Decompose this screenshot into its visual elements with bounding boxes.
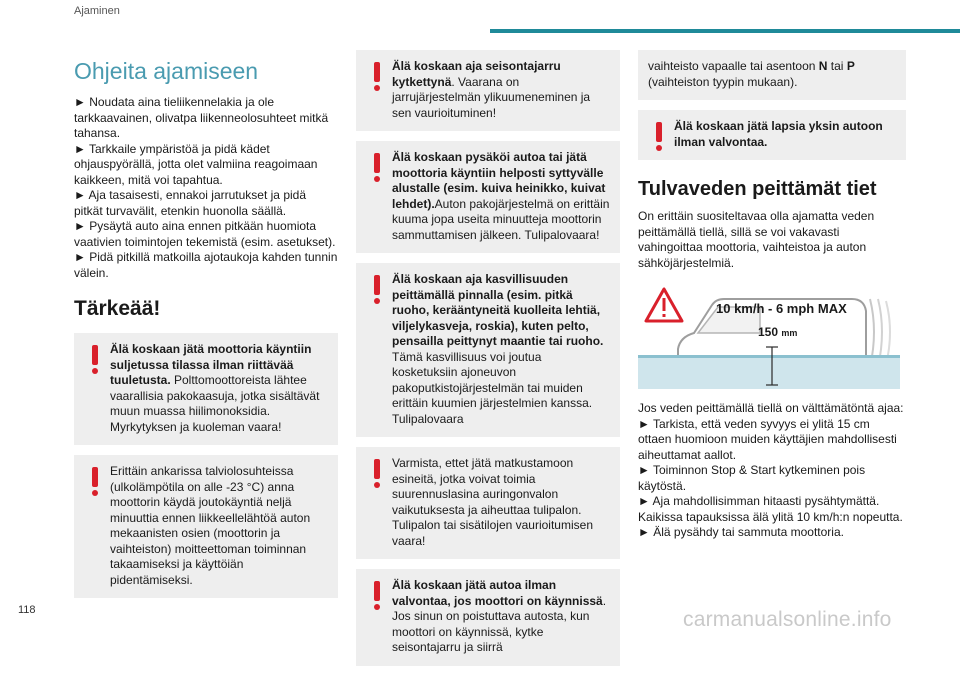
warning-triangle-icon xyxy=(646,289,682,321)
warning-bold-text: Älä koskaan aja seisontajarru kytkettynä xyxy=(392,59,561,89)
warning-box xyxy=(74,333,338,445)
page-number: 118 xyxy=(18,604,36,616)
gear-p: P xyxy=(846,59,855,73)
important-heading: Tärkeää! xyxy=(74,297,161,320)
warning-icon xyxy=(648,120,670,152)
flood-text-3: ► Toiminnon Stop & Start kytkeminen pois käytöstä. xyxy=(638,463,866,493)
warning-icon xyxy=(366,579,388,611)
warning-icon xyxy=(84,465,106,497)
flood-heading: Tulvaveden peittämät tiet xyxy=(638,178,877,200)
warning-text: Tämä kasvillisuus voi joutua kosketuksiin ajoneuvon pakoputkistojärjestelmän tai muiden erittäin kuumien järjestelmien kanssa. Tulipalovaara xyxy=(392,349,593,426)
continued-text-c: (vaihteiston tyypin mukaan). xyxy=(648,74,798,89)
warning-text: Auton pakojärjestelmä on erittäin kuuma jopa useita minuutteja moottorin sammuttamisen jälkeen. Tulipalovaara! xyxy=(392,196,610,242)
depth-unit: mm xyxy=(781,328,798,338)
bullet-5: ► Pidä pitkillä matkoilla ajotaukoja kahden tunnin välein. xyxy=(74,250,338,280)
speed-limit-label: 10 km/h - 6 mph MAX xyxy=(716,301,847,316)
flood-text-1: Jos veden peittämällä tiellä on välttämätöntä ajaa: xyxy=(638,401,904,415)
gear-n: N xyxy=(818,59,828,73)
flood-intro: On erittäin suositeltavaa olla ajamatta veden peittämällä tiellä, sillä se voi vakavasti vahingoittaa moottoria, vaihteistoa ja auton sähköjärjestelmiä. xyxy=(638,209,875,270)
bullet-3: ► Aja tasaisesti, ennakoi jarrutukset ja pidä pitkät turvavälit, etenkin huonolla säällä. xyxy=(74,188,307,218)
warning-box xyxy=(356,569,620,666)
warning-text: Polttomoottoreista lähtee vaarallisia pakokaasuja, jotka sisältävät muun muassa hiilimonoksidia. Myrkytyksen ja kuoleman vaara! xyxy=(110,373,320,434)
bullet-1: ► Noudata aina tieliikennelakia ja ole tarkkaavainen, olivatpa liikenneolosuhteet mitkä tahansa. xyxy=(74,95,329,140)
warning-icon xyxy=(84,343,106,375)
column-3 xyxy=(638,50,906,541)
header-accent-bar xyxy=(490,29,960,33)
column-1 xyxy=(74,50,338,608)
warning-box xyxy=(356,447,620,559)
warning-box xyxy=(356,141,620,253)
depth-label xyxy=(758,325,797,339)
warning-box xyxy=(74,455,338,598)
warning-icon xyxy=(366,151,388,183)
watermark: carmanualsonline.info xyxy=(683,608,892,631)
page-title: Ohjeita ajamiseen xyxy=(74,58,259,84)
section-label: Ajaminen xyxy=(74,5,120,17)
continued-text-a: vaihteisto vapaalle tai asentoon xyxy=(648,59,819,73)
warning-bold-text: Älä koskaan jätä moottoria käyntiin suljetussa tilassa ilman riittävää tuuletusta. xyxy=(110,342,312,387)
flood-text-4: ► Aja mahdollisimman hitaasti pysähtymättä. Kaikissa tapauksissa älä ylitä 10 km/h:n nopeutta. xyxy=(638,494,903,524)
warning-text: Erittäin ankarissa talviolosuhteissa (ulkolämpötila on alle -23 °C) anna moottorin käydä joutokäyntiä neljä minuuttia ennen liikkeellelähtöä auton mekaanisten osien (moottorin ja vaihteiston) moitteettoman toiminnan takaamiseksi ja käyttöiän pidentämiseksi. xyxy=(110,464,311,587)
flood-text-5: ► Älä pysähdy tai sammuta moottoria. xyxy=(638,525,844,539)
depth-value: 150 xyxy=(758,325,779,339)
continued-text-b: tai xyxy=(827,59,847,73)
bullet-2: ► Tarkkaile ympäristöä ja pidä kädet ohjauspyörällä, jotta olet valmiina reagoimaan kaikkeen, mitä voi tapahtua. xyxy=(74,141,318,187)
warning-text: Varmista, ettet jätä matkustamoon esineitä, jotka voivat toimia suurennuslasina auringonvalon vaikutuksesta ja aiheuttaa tulipalon. Tulipalon tai sisätilojen vaurioitumisen vaara! xyxy=(392,456,593,548)
bullet-4: ► Pysäytä auto aina ennen pitkään huomiota vaativien toimintojen tekemistä (esim. asetukset). xyxy=(74,219,336,249)
warning-icon xyxy=(366,273,388,305)
flood-text-2: ► Tarkista, että veden syvyys ei ylitä 15 cm ottaen huomioon muiden käyttäjien mahdollisesti aiheuttamat aallot. xyxy=(638,416,897,462)
warning-bold-text: Älä koskaan jätä autoa ilman valvontaa, jos moottori on käynnissä xyxy=(392,578,603,608)
warning-text: . Jos sinun on poistuttava autosta, kun moottori on käynnissä, kytke seisontajarru ja siirrä xyxy=(392,593,607,654)
flood-illustration xyxy=(638,281,900,389)
warning-bold-text: Älä koskaan aja kasvillisuuden peittämällä pinnalla (esim. pitkä ruoho, kerääntyneitä kuolleita lehtiä, viljelykasveja, roskia), kuten pelto, pensailla peittynyt maantie tai ruoho. xyxy=(392,272,604,348)
warning-text: . Vaarana on jarrujärjestelmän ylikuumeneminen ja sen vaurioituminen! xyxy=(392,74,591,120)
warning-box xyxy=(356,263,620,437)
warning-box xyxy=(638,110,906,160)
warning-icon xyxy=(366,457,388,489)
warning-icon xyxy=(366,60,388,92)
continued-box xyxy=(638,50,906,100)
warning-bold-text: Älä koskaan pysäköi autoa tai jätä moottoria käyntiin helposti syttyvälle alustalle (esim. kuiva heinikko, kuivat lehdet). xyxy=(392,150,606,211)
warning-bold-text: Älä koskaan jätä lapsia yksin autoon ilman valvontaa. xyxy=(674,119,883,149)
warning-box xyxy=(356,50,620,131)
column-2 xyxy=(356,50,620,676)
